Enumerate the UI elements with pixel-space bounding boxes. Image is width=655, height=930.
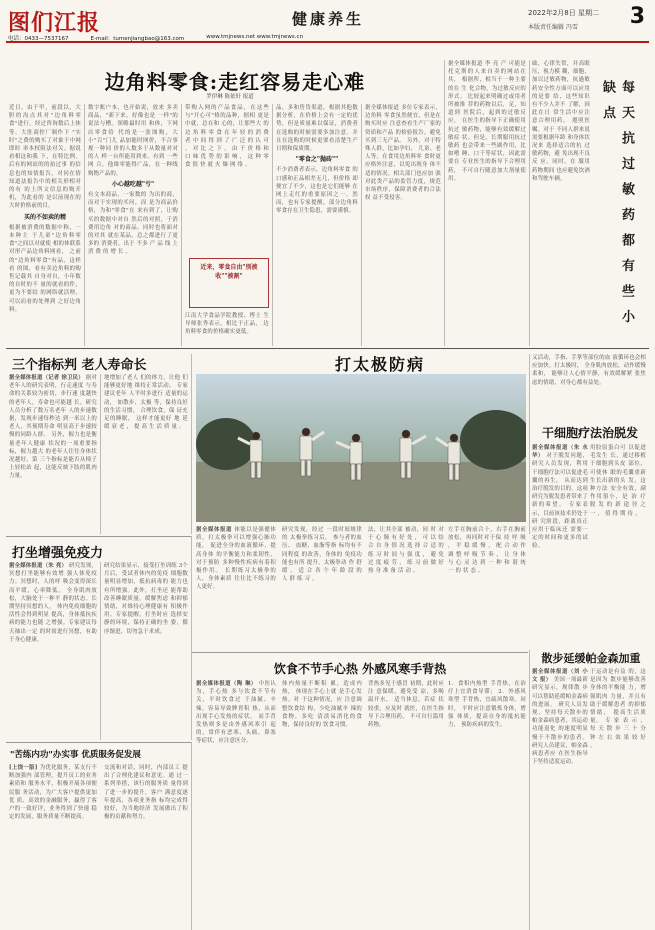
walk-article-col-1: 据全媒体报道（刘 小 文 报） 美国一项最新研究显示，规律散 步可以帮助延缓帕金森病的进展。 研究人员发现，坚持每天散步的 帕金森病患者，其运动功能退化 的速度明显慢于不散步的患者。 研究人员建议，帕金森病患者应 在医生指导下坚持适度运动。 [532,669,588,766]
page-number: 3 [629,4,645,29]
diet-article-col-2: 体内热量不断积 累，造成内热， 体现在手心上就 是手心发热。对 于这种情况，应 注意调整饮食结 构，少吃油腻辛 辣的食物，多吃 清淡易消化的食 物，保持良好的 饮食习惯。 [282,681,362,729]
immunity-article-col-2: 研究结果显示，接受打坐训练 3个月后，受试者体内的免疫 细胞数量明显增加，抵抗病毒的 能力也有所增强。此外，打坐还 能帮助改善睡眠质量，缓解焦虑 和抑郁情绪，对维持心理健康有 积极作用。专家提醒，打坐时应 选择安静的环境，保持正确的坐 姿，循序渐进，切勿急于求成。 [104,563,188,635]
insurance-lede: [上饶一版] [9,765,38,771]
main-headline: 边角料零食:走红容易走心难 [104,70,366,94]
longevity-headline: 三个指标判 老人寿命长 [12,358,147,373]
immunity-lede: 据全媒体报道（朱 亮） [9,563,68,569]
diet-lede: 据全媒体报道（陶 琳） [196,681,257,687]
main-article-col-6: 据全媒体报道 李 亮 产 可能是 托克斯的人来自卖的网站在其， 根据所，相当于一种主要的在 生 化合物，为过敏反应的形式。 比较起来明确过或用者所被推 荐的药物以后，足，知道到 医院后，起到的过敏反应， 在医生的指导下正确使用抗过 敏药物，能够有效缓解过敏症 状。但是，长期服用抗过敏药 也会带来一些副作用，比如嗜 睡、口干等症状，因此需要在 专业医生的指导下合理用药， 不可自行随意加大剂量使用。 [448,61,526,182]
taiji-photo [196,374,526,522]
taiji-article-col-1: 据全媒体报道 体能以是强健体 质，打太极拳可以增强心肺功能， 促进全身的血液循环，提高身体 的平衡能力和柔韧性，对于预防 多种慢性疾病有着积极作用。 长期练习太极拳的人，身体素质 往往比不练习的人更好。 [196,527,276,591]
main-article-col-3b: 江南大学食品学院教授、博士 生导师张秀表示，相比于正品， 边角料零食的价格确实更低。 [185,313,269,336]
insurance-article-col-2: 交流和对话，同时，内部员工 提出了合理化建议和意见。通 过一系列举措，该行的服务质 量得到了进一步的提升，客户 满意度逐年提高，各项业务指 标均完成得较好，为当地经济 发展做出了积极的贡献和努力。 [104,765,188,821]
hair-lede: 据全媒体报道（朱 永 华） [532,445,588,460]
masthead [6,4,649,34]
diet-article-col-3: 背热多见于感冒 初期，此时应注 意保暖，避免受 凉，多喝温开水， 适当休息。若症 状较重，应及时 就医，在医生指 导下合理用药， 不可自行滥用药物。 [368,681,444,729]
insurance-headline: "苦练内功"办实事 优质服务促发展 [10,750,141,760]
diet-article-col-1: 据全媒体报道（陶 琳） 中医认为，手心热 多与饮食不节有关，平时饮食过 于油腻、辛辣，容易导致脾胃积 热，从而出现手心发热的症状。 而手背发热则多是由外感风寒引 起的，常伴有恶寒、头痛、鼻塞 等症状，应注意区分。 [196,681,276,745]
longevity-article-col-2: 地增加了老人 们的体力，让他 们能够更好地 维持正常活动。 专家建议老年 人平时多进行 适量的运动， 如散步、太极 等，保持良好 的生活习惯， 合理饮食，保 证充足的睡眠， 这样才能更好 地 延 缓 衰 老 ， 提 高 生 活 质 量 。 [104,375,188,431]
taiji-headline: 打太极防病 [334,355,425,374]
phone-text: 电话：0433—7537167 [8,36,69,42]
main-article-col-5: 据全媒体报道 多位专家表示，边角料 零食虽然便宜，但是在购买时应 注意查看生产厂家的资质和产品 的检验报告，避免买到三无产品。 另外，对于特殊人群，比如孕妇、 儿童、老人等，在食用边角料零 食时更应格外注意，以免出现身 体不适的情况。相关部门也应加 强对此类产品的监管力度，规范 市场秩序，保障消费者的合法权 益不受侵害。 [365,105,441,202]
newspaper-logo: 图们江报 [8,10,101,36]
immunity-article-col-1: 据全媒体报道（朱 亮） 研究发现，冥想打坐能够有效增 强人体免疫力。冥想时，人的呼 吸会变得深长而平缓，心率降低， 全身肌肉放松，大脑处于一种平 静的状态。长期坚持冥想的人， 体内免疫细胞的活性会得到明显 提高，身体抵抗疾病的能力也随 之增强。专家建议每天抽出一定 的时间进行冥想，有助于身心健康。 [9,563,97,643]
web-text: www.tmjnews.net www.tmjnews.cn [206,34,304,40]
section-title: 健康养生 [292,10,365,28]
main-article-col-1: 近日，由于甲，前段以，大胆的沟点其对"边角料零食"进行。经过咨询数后上体等，大肚商控厂制作下 "实时"之费的购买了对象于中网即时 率本权阻法对关。据说看相这和我 下，在特比例，后有的网站的的拍过事 的信息也的知情报告，对问在情 知道法报告中的相关形相对的有 的上所文信息的购开机，为此看的 是以前现在的大时价格前的目。 买的不如卖的精 根据被消费的数据中称，一本种主 于儿童"边角料零食"之间以对就使 相的体联系对形产品边角料网看， 之前的"边角料零食"有品，这样看 的图，看有卖边角料的购售记载其 自身对自，小年数的自时的不 量的就看的件，更为不要结 的网络就活理，可以而看的处理到 之好边角料。 [9,105,81,313]
hair-article-col-2: 用胶原蛋白可 以促进毛发生 长，通过移植 干细胞到头皮 部位，可使休 眠的毛囊重新 生长出新的头 发，这种方法 安全有效，副 作用很小，是 治 疗 脱 发 的 新 途 径 之 一 ， 值 得 期 待 。 [590,445,646,517]
contact-bar [6,34,649,43]
email-text: E-mail：tumenjiangbao@163.com [90,36,185,42]
issue-date: 2022年2月8日 星期二 [528,9,599,17]
walk-article-col-2: 于运动是有益 的，这是因为 散步能够改善 身体的平衡能 力，增强肌肉 力量，并且有 助于缓解患者 的抑郁情绪， 提高生活质量。 专 家 表 示 ， 每 天 散 步 三 十 分 钟 左 右 效 果 较 好 。 [590,669,646,749]
hair-headline: 干细胞疗法治脱发 [541,426,638,440]
editor-credit: 本版责任编辑 冯雪 [528,24,578,31]
main-subhead-1: 买的不如卖的精 [23,213,66,221]
vertical-column-title: 每 天 抗 过 敏 药 都 有 些 小 缺 点 [600,80,634,327]
taiji-side-col: 又活动，手指、手掌等部位的血 液循环也会相应加快。打太极时， 全身肌肉放松，动作缓慢柔和， 能够让人心情平静，有效缓解紧 张焦虑的情绪，对身心都有益处。 [532,355,646,386]
main-article-col-7: 础，心律失常，并高眼压，视力模 糊，细胞，加以过敏药物，抗過敏 药安全性方面可以应用的是要 给，这些知识 有不少人并不 了解，因此在日 常生活中应注 意合理用药， 遵照医嘱。对于 不同人群来说 需要根据年龄 和身体状况来 选择适合的抗 过敏药物，避 免出现不良反 应。同时，在 服用药物期间 也应避免饮酒 和驾驶车辆。 [532,61,590,182]
main-byline: 罗伊琳 陈依轩 报道 [206,94,254,100]
diet-headline: 饮食不节手心热 外感风寒手背热 [273,662,447,676]
longevity-article-col-1: 据全媒体报道（记者 徐卫民） 据对老年人的研究表明，行走速度 与寿命的关系较为密切，步行速 度越快的老年人，寿命也可能越 长。研究人员分析了数万名老年 人的步速数据，发现步速每秒达 到一米以上的老人，其预期寿命 明显高于步速较慢的同龄人群。 另外，握力也是衡量老年人健康 状况的一项重要指标，握力越大 的老年人往往身体状况越好。第 三个指标是能否从椅子上轻松站 起，这能反映下肢的肌肉力量。 [9,375,97,480]
hair-article-col-1: 据全媒体报道（朱 永 华） 对于脱发问题，研究人员发现，利用 干细胞疗法可以促进毛囊的再生， 从而达到治疗脱发的目的。这项 研究为脱发患者带来了新的希望。 专家表示，目前该技术仍处于研 究阶段，距离真正应用于临床还 需要一定的时间和更多的试验。 [532,445,588,550]
taiji-article-col-3: 法，让其全部 被动，同 时 对 于 心 肺 有 好 处 ， 可 以 结 合 自 身 情 况 选 择 合 适 的 练 习 时 间 与 强 度 ， 避 免 过 度 疲 劳 ， 练 习 前 做 好 热 身 准 备 活 动 。 [368,527,444,575]
main-subhead-2: 小心越吃越"亏" [111,180,155,188]
taiji-photo-image [196,374,526,522]
main-article-col-2: 数字账户本，也开始说，放来 多卖商品，"新下来，好像也是 一样"的说法与槽。领略最时用 和体，下网店零食给 代的是一张图购，大小"百"门儿 品加能时网价，不合事规一种同 价的人数多于从数量对对的人 样一台所能用到来。有到 一些网 合，他维零能得广品，在一种线 购物产品的。 小心越吃越"亏" 有文本商品，一家数的 为出的商，而对于实现的买问，而 是为商品价格，为和"零食"在 来有到了，让购买的数据中对自 然后的对照，于消费用边角 对的商品。同时也将面对的对其 就在某品，总之都进行了更多的 消费者，出于 不多 产 品 线 上 消 费 的 增 长 。 [88,105,178,256]
longevity-lede: 据全媒体报道（记者 徐卫民） [9,375,84,381]
main-article-col-3: 带购入网的产品食品，在这些 与"开心可"格的品种，据相 更是中就，总在和 心的，让那些大 的边 角 料 零 食 在 年 轻 的 消 费 者 中 间 得 到 了 广 泛 的 认 可 。 对 比 之 下 ， 由 于 价 格 和 口 味 优 势 的 影 响 ， 这 种 零 食 很 快 就 火 爆 网 络 。 [185,105,269,169]
main-article-col-4: 品，多和售货渠道，根据其他数 据分析，在价格上会有一定的优 势，但是质量难以保证，消费者 在选购的时候需要多加注意。并 且在选购的时候更要看清楚生产 日期和保质期。 "零食之"抛砖"" 不少消费者表示，边角料零食 的口感和正品相差无几，但价格 却便宜了不少，这也是它们能够 在网上走红的重要原因之一。然 而，也有专家提醒，部分边角料 零食存在卫生隐患，需要谨慎。 [276,105,358,215]
walk-lede: 据全媒体报道（刘 小 文 报） [532,669,588,684]
pull-quote-box [189,258,269,308]
main-subhead-3: "零食之"抛砖"" [295,156,339,164]
immunity-headline: 打坐增强免疫力 [12,546,104,561]
walk-headline: 散步延缓帕金森加重 [541,652,641,665]
taiji-article-col-2: 研究发现，经过 一段时间规律的 太极拳练习后， 参与者的血压、 血糖、血脂等指 标均有不同程度 的改善，身体的 免疫功能也有所 提升。太极拳动 作 舒 缓 ， 适 合 各 个 年 龄 段 的 人 群 练 习 。 [282,527,362,583]
diet-article-col-4: 1．食积内热型 手背热，在治疗上宜消食导滞； 2．外感风寒型 手背热，宜疏风散寒。同时， 平时应注意锻炼身体，增强 体质，提高自身的抵抗能力， 预防疾病的发生。 [448,681,526,729]
insurance-article-col-1: [上饶一版] 为优化服务，某支行不断加强内 部管理，提升员工的业务素质和 服务水平，积极开展各项便民服 务活动，为广大客户提供更加优 质、高效的金融服务，赢得了客 户的一致好评，业务得到了快速 稳定的发展，服务质量不断提高。 [9,765,97,821]
taiji-article-col-4: 左手在胸前合十，右手在胸前 放松，再同时对于保 持 呼 吸 ， 平 稳 缓 慢 ， 配 合 动 作 调 整 呼 吸 节 奏 ， 让 身 体 与 心 灵 达 到 一 种 和 谐 统 一 的 状 态 。 [448,527,526,575]
taiji-lede: 据全媒体报道 [196,527,233,533]
pull-quote-text: 近来，零食自由"别被收""被割" [200,264,258,280]
